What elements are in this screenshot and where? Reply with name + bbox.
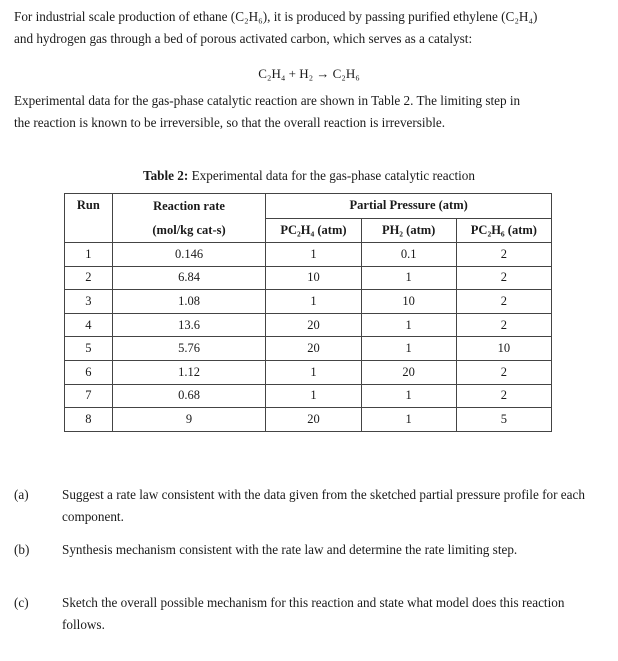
p-c2h4-cell: 1	[266, 290, 361, 314]
p-c2h6-cell: 2	[456, 290, 551, 314]
table-row	[65, 384, 552, 408]
rate-cell: 0.146	[112, 243, 266, 267]
p-h2-cell: 1	[361, 266, 456, 290]
p-c2h4-cell: 1	[266, 243, 361, 267]
p-c2h4-cell: 1	[266, 384, 361, 408]
table-row	[65, 290, 552, 314]
p-c2h6-cell: 2	[456, 266, 551, 290]
run-cell: 7	[65, 384, 113, 408]
p-c2h6-cell: 2	[456, 243, 551, 267]
p-c2h6-cell: 2	[456, 313, 551, 337]
rate-cell: 13.6	[112, 313, 266, 337]
rate-cell: 1.12	[112, 360, 266, 384]
p-c2h6-cell: 5	[456, 408, 551, 432]
table-row	[65, 337, 552, 361]
header-p-c2h6: PC₂H₆ (atm)	[456, 218, 551, 243]
intro-line-2: and hydrogen gas through a bed of porous activated carbon, which serves as a catalyst:	[14, 31, 473, 46]
p-c2h4-cell: 20	[266, 313, 361, 337]
table-caption	[0, 168, 618, 184]
rate-cell: 5.76	[112, 337, 266, 361]
reaction-equation: C₂H₄ + H₂ → C₂H₆	[258, 66, 360, 81]
question-c-text: Sketch the overall possible mechanism for this reaction and state what model does this reaction follows.	[62, 595, 565, 632]
p-h2-cell: 10	[361, 290, 456, 314]
header-rate: Reaction rate	[112, 194, 266, 219]
run-cell: 5	[65, 337, 113, 361]
table-body	[65, 243, 552, 432]
header-p-h2: PH₂ (atm)	[361, 218, 456, 243]
experimental-line-2: the reaction is known to be irreversible, so that the overall reaction is irreversible.	[14, 115, 446, 130]
run-cell: 4	[65, 313, 113, 337]
experimental-paragraph	[14, 90, 606, 134]
header-partial-pressure: Partial Pressure (atm)	[266, 194, 552, 219]
intro-paragraph	[14, 6, 606, 50]
run-cell: 3	[65, 290, 113, 314]
experimental-line-1: Experimental data for the gas-phase catalytic reaction are shown in Table 2. The limiting step in	[14, 93, 521, 108]
question-a-text: Suggest a rate law consistent with the data given from the sketched partial pressure profile for each component.	[62, 487, 585, 524]
question-c-label: (c)	[14, 595, 29, 610]
rate-cell: 0.68	[112, 384, 266, 408]
run-cell: 6	[65, 360, 113, 384]
rate-cell: 1.08	[112, 290, 266, 314]
header-run: Run	[65, 194, 113, 243]
header-p-c2h4: PC₂H₄ (atm)	[266, 218, 361, 243]
p-h2-cell: 1	[361, 313, 456, 337]
table-caption-label: Table 2:	[142, 168, 189, 183]
run-cell: 8	[65, 408, 113, 432]
p-c2h4-cell: 20	[266, 408, 361, 432]
p-h2-cell: 0.1	[361, 243, 456, 267]
p-c2h4-cell: 10	[266, 266, 361, 290]
table-row	[65, 243, 552, 267]
p-c2h4-cell: 20	[266, 337, 361, 361]
p-h2-cell: 1	[361, 337, 456, 361]
question-b-text: Synthesis mechanism consistent with the rate law and determine the rate limiting step.	[62, 542, 518, 557]
run-cell: 1	[65, 243, 113, 267]
rate-cell: 9	[112, 408, 266, 432]
table-row	[65, 313, 552, 337]
experimental-data-table	[64, 193, 552, 432]
question-b-label: (b)	[14, 542, 30, 557]
rate-cell: 6.84	[112, 266, 266, 290]
p-h2-cell: 1	[361, 408, 456, 432]
p-c2h6-cell: 2	[456, 360, 551, 384]
header-rate-units: (mol/kg cat-s)	[112, 218, 266, 243]
p-c2h6-cell: 2	[456, 384, 551, 408]
run-cell: 2	[65, 266, 113, 290]
table-row	[65, 408, 552, 432]
p-c2h4-cell: 1	[266, 360, 361, 384]
intro-line-1: For industrial scale production of ethane (C₂H₆), it is produced by passing purified ethylene (C₂H₄)	[14, 9, 538, 24]
p-h2-cell: 1	[361, 384, 456, 408]
table-row	[65, 360, 552, 384]
table-caption-text: Experimental data for the gas-phase catalytic reaction	[188, 168, 475, 183]
table-row	[65, 266, 552, 290]
p-h2-cell: 20	[361, 360, 456, 384]
p-c2h6-cell: 10	[456, 337, 551, 361]
question-a-label: (a)	[14, 487, 29, 502]
